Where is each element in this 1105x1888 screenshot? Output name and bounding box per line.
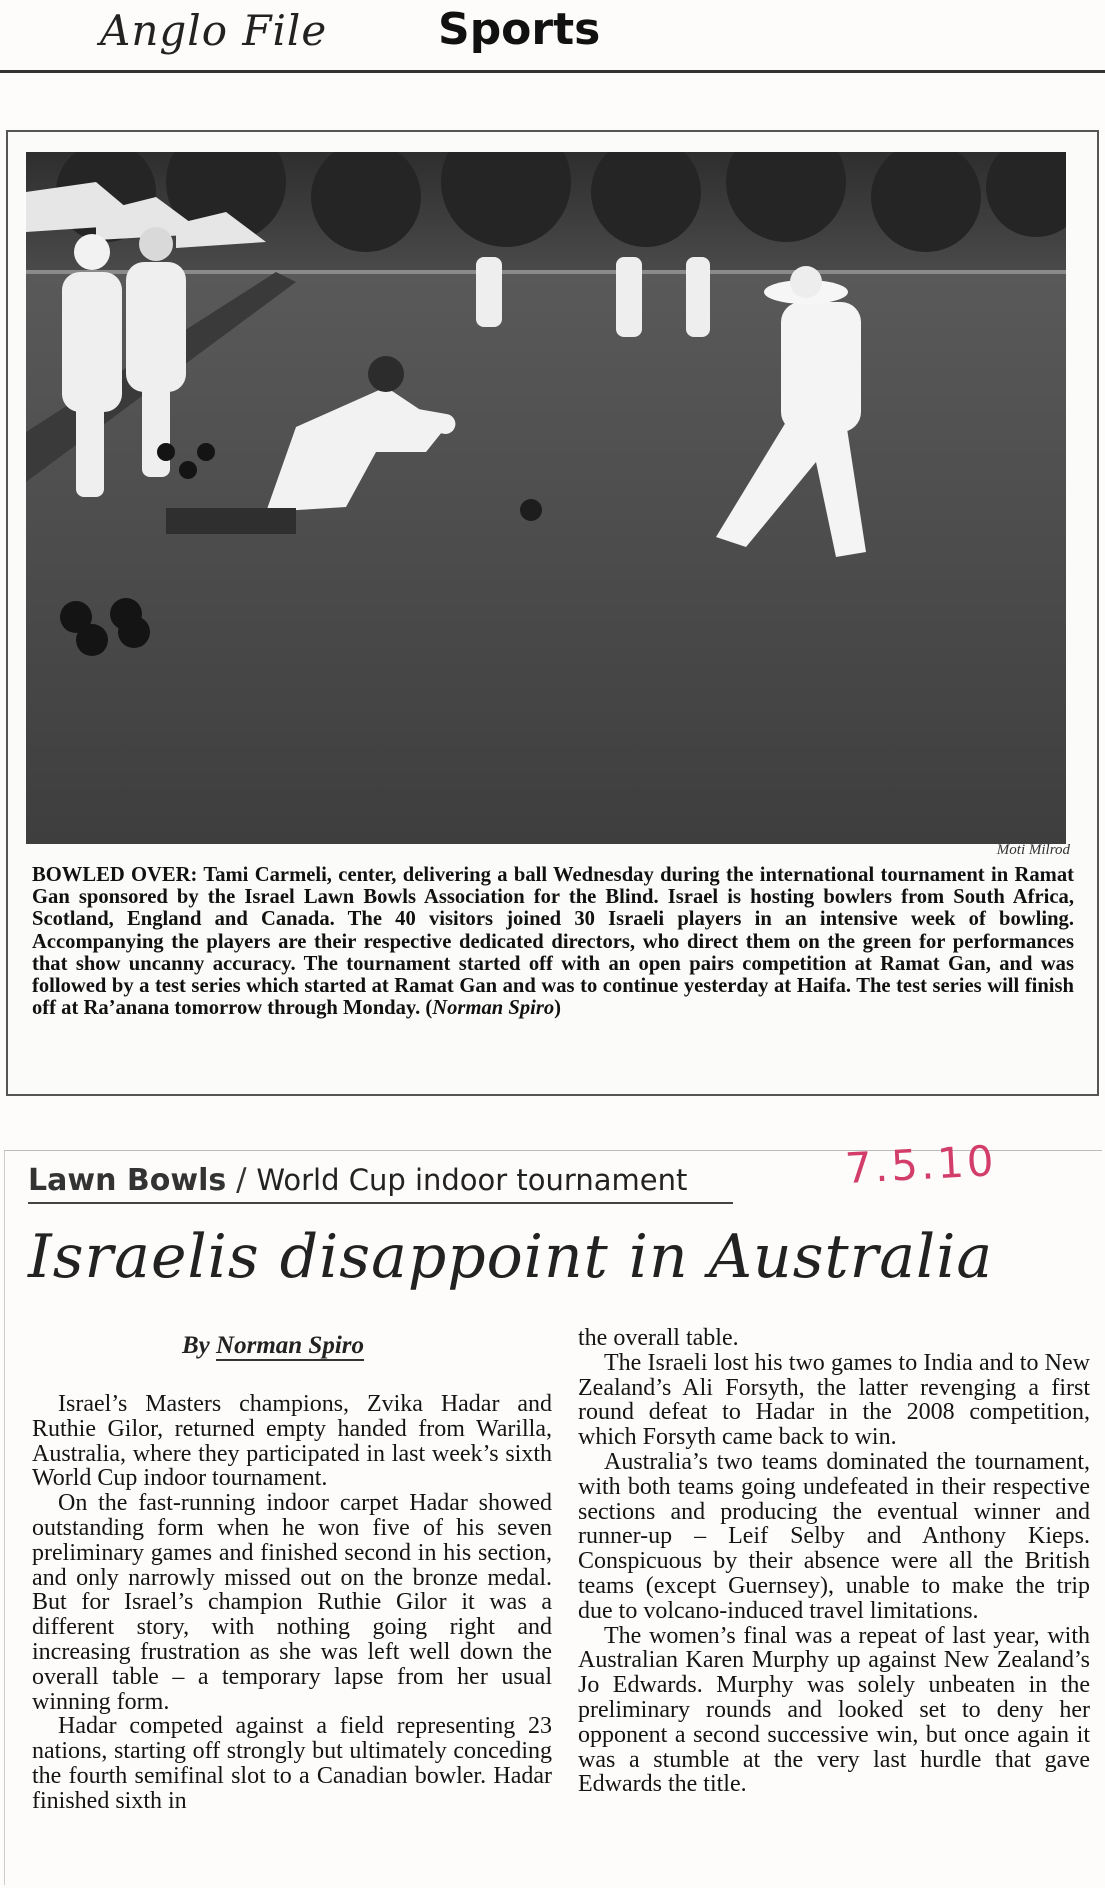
byline-name: Norman Spiro <box>216 1332 364 1359</box>
photo-caption <box>32 864 1074 1019</box>
masthead-rule <box>0 70 1105 73</box>
kicker-topic: World Cup indoor tournament <box>256 1163 688 1197</box>
article-column-1 <box>32 1392 552 1814</box>
paragraph: Australia’s two teams dominated the tournament, with both teams going undefeated in their respective sections and producing the eventual winner and runner-up – Leif Selby and Anthony Kieps. Conspicuous by their absence were all the British teams (except Guernsey), unable to make the trip due to volcano-induced travel limitations. <box>578 1448 1090 1624</box>
paragraph: On the fast-running indoor carpet Hadar showed outstanding form when he won five of his seven preliminary games and finished second in his section, and only narrowly missed out on the bronze medal. But for Israel’s champion Ruthie Gilor it was a different story, with nothing going right and increasing frustration as she was left well down the overall table – a temporary lapse from her usual winning form. <box>32 1490 552 1715</box>
caption-credit: Norman Spiro <box>432 997 555 1020</box>
lawn-bowls-photo <box>26 152 1066 844</box>
kicker-section: Lawn Bowls <box>28 1163 227 1198</box>
masthead <box>0 0 1105 72</box>
kicker-rule <box>28 1202 733 1204</box>
caption-lead: BOWLED OVER: <box>32 864 198 886</box>
photo-illustration <box>26 152 1066 844</box>
paragraph: The Israeli lost his two games to India and to New Zealand’s Ali Forsyth, the latter revenging a first round defeat to Hadar in the 2008 competition, which Forsyth came back to win. <box>578 1349 1090 1451</box>
article-headline: Israelis disappoint in Australia <box>28 1222 994 1292</box>
paragraph: The women’s final was a repeat of last year, with Australian Karen Murphy up against New Zealand’s Jo Edwards. Murphy was solely unbeaten in the preliminary rounds and looked set to deny her opponent a second successive win, but once again it was a stumble at the very last hurdle that gave Edwards the title. <box>578 1622 1090 1798</box>
article-byline <box>182 1332 364 1360</box>
handwritten-date: 7.5.10 <box>843 1136 998 1193</box>
caption-close: ) <box>554 997 562 1020</box>
kicker-separator: / <box>226 1162 257 1198</box>
masthead-brand: Anglo File <box>100 6 328 55</box>
article-column-2 <box>578 1326 1090 1797</box>
byline-prefix: By <box>182 1332 217 1359</box>
photo-credit: Moti Milrod <box>996 842 1070 858</box>
masthead-section: Sports <box>438 4 601 55</box>
paragraph: the overall table. <box>578 1325 739 1351</box>
caption-text: Tami Carmeli, center, delivering a ball Wednesday during the international tournament in Ramat Gan sponsored by the Israel Lawn Bowls Association for the Blind. Israel is hosting bowlers from South Africa, Scotland, England and Canada. The 40 visitors joined 30 Israeli players in an intensive week of bowling. Accompanying the players are their respective dedicated directors, who direct them on the green for performances that show uncanny accuracy. The tournament started off with an open pairs competition at Ramat Gan, and was followed by a test series which started at Ramat Gan and was to continue yesterday at Haifa. The test series will finish off at Ra’anana tomorrow through Monday. ( <box>32 864 1074 1020</box>
paragraph: Hadar competed against a field representing 23 nations, starting off strongly but ultimately conceding the fourth semifinal slot to a Canadian bowler. Hadar finished sixth in <box>32 1713 552 1814</box>
article-kicker <box>28 1162 687 1198</box>
paragraph: Israel’s Masters champions, Zvika Hadar and Ruthie Gilor, returned empty handed from Warilla, Australia, where they participated in last week’s sixth World Cup indoor tournament. <box>32 1391 552 1492</box>
